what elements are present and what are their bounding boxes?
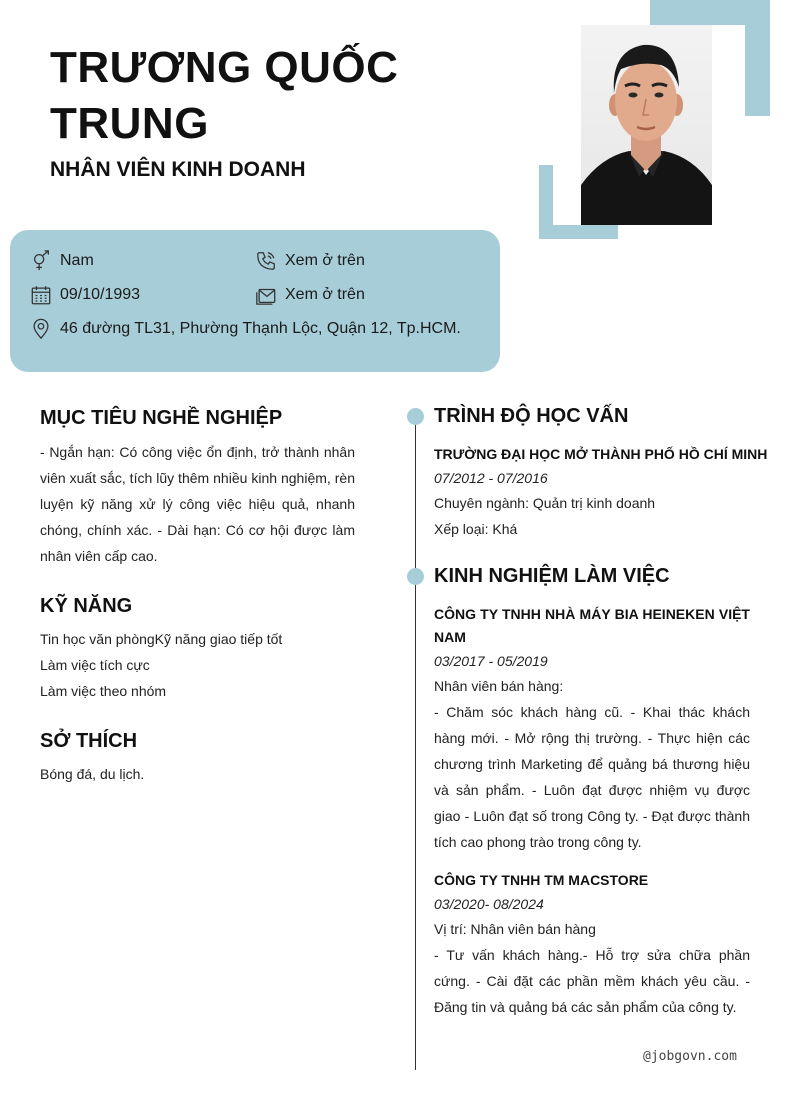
skill-item: Tin học văn phòngKỹ năng giao tiếp tốt xyxy=(40,631,283,647)
experience-company: CÔNG TY TNHH TM MACSTORE xyxy=(434,872,649,888)
skills-title: KỸ NĂNG xyxy=(40,595,133,617)
experience-role: Vị trí: Nhân viên bán hàng xyxy=(434,921,596,937)
contact-phone xyxy=(255,250,365,272)
mail-icon xyxy=(255,284,277,306)
birthdate-value: 09/10/1993 xyxy=(60,286,141,303)
watermark: @jobgovn.com xyxy=(643,1049,737,1064)
experience-description: - Tư vấn khách hàng.- Hỗ trợ sửa chữa phần cứng. - Cài đặt các phần mềm khách yêu cầu. - Đăng tin và quảng bá các sản phẩm của công ty. xyxy=(434,947,750,1015)
education-period: 07/2012 - 07/2016 xyxy=(434,470,548,486)
candidate-name: TRƯƠNG QUỐC TRUNG xyxy=(50,43,399,148)
education-title: TRÌNH ĐỘ HỌC VẤN xyxy=(434,405,629,427)
location-pin-icon xyxy=(30,318,52,340)
hobbies-title: SỞ THÍCH xyxy=(40,730,138,752)
skill-item: Làm việc tích cực xyxy=(40,657,150,673)
contact-email xyxy=(255,284,365,306)
timeline-dot-education xyxy=(407,408,424,425)
experience-title: KINH NGHIỆM LÀM VIỆC xyxy=(434,565,670,587)
education-school: TRƯỜNG ĐẠI HỌC MỞ THÀNH PHỐ HỒ CHÍ MINH xyxy=(434,446,768,462)
contact-address xyxy=(30,318,461,340)
skill-item: Làm việc theo nhóm xyxy=(40,683,167,699)
profile-photo xyxy=(581,25,712,225)
timeline-dot-experience xyxy=(407,568,424,585)
contact-birthdate xyxy=(30,284,140,306)
education-major: Chuyên ngành: Quản trị kinh doanh xyxy=(434,495,656,511)
calendar-icon xyxy=(30,284,52,306)
contact-gender xyxy=(30,250,94,272)
phone-icon xyxy=(255,250,277,272)
job-title: NHÂN VIÊN KINH DOANH xyxy=(50,158,306,181)
education-grade: Xếp loại: Khá xyxy=(434,521,518,537)
experience-period: 03/2020- 08/2024 xyxy=(434,896,544,912)
experience-company: CÔNG TY TNHH NHÀ MÁY BIA HEINEKEN VIỆT NAM xyxy=(434,606,750,645)
objective-title: MỤC TIÊU NGHỀ NGHIỆP xyxy=(40,407,283,429)
experience-description: - Chăm sóc khách hàng cũ. - Khai thác khách hàng mới. - Mở rộng thị trường. - Thực hiện các chương trình Marketing để quảng bá thương hiệu và sản phẩm. - Luôn đạt được nhiệm vụ được giao - Luôn đạt số trong Công ty. - Đạt được thành tích cao phong trào trong công ty. xyxy=(434,704,750,850)
phone-value: Xem ở trên xyxy=(285,252,365,269)
email-value: Xem ở trên xyxy=(285,286,365,303)
address-value: 46 đường TL31, Phường Thạnh Lộc, Quận 12, Tp.HCM. xyxy=(60,320,461,337)
experience-role: Nhân viên bán hàng: xyxy=(434,678,564,694)
objective-text: - Ngắn hạn: Có công việc ổn định, trở thành nhân viên xuất sắc, tích lũy thêm nhiều kinh nghiệm, rèn luyện kỹ năng xử lý công việc hiệu quả, nhanh chóng, chính xác. - Dài hạn: Có cơ hội được làm nhân viên cấp cao. xyxy=(40,444,355,564)
hobbies-text: Bóng đá, du lịch. xyxy=(40,766,145,782)
gender-icon xyxy=(30,250,52,272)
gender-value: Nam xyxy=(60,252,94,269)
timeline-divider xyxy=(415,410,416,1070)
experience-period: 03/2017 - 05/2019 xyxy=(434,653,548,669)
